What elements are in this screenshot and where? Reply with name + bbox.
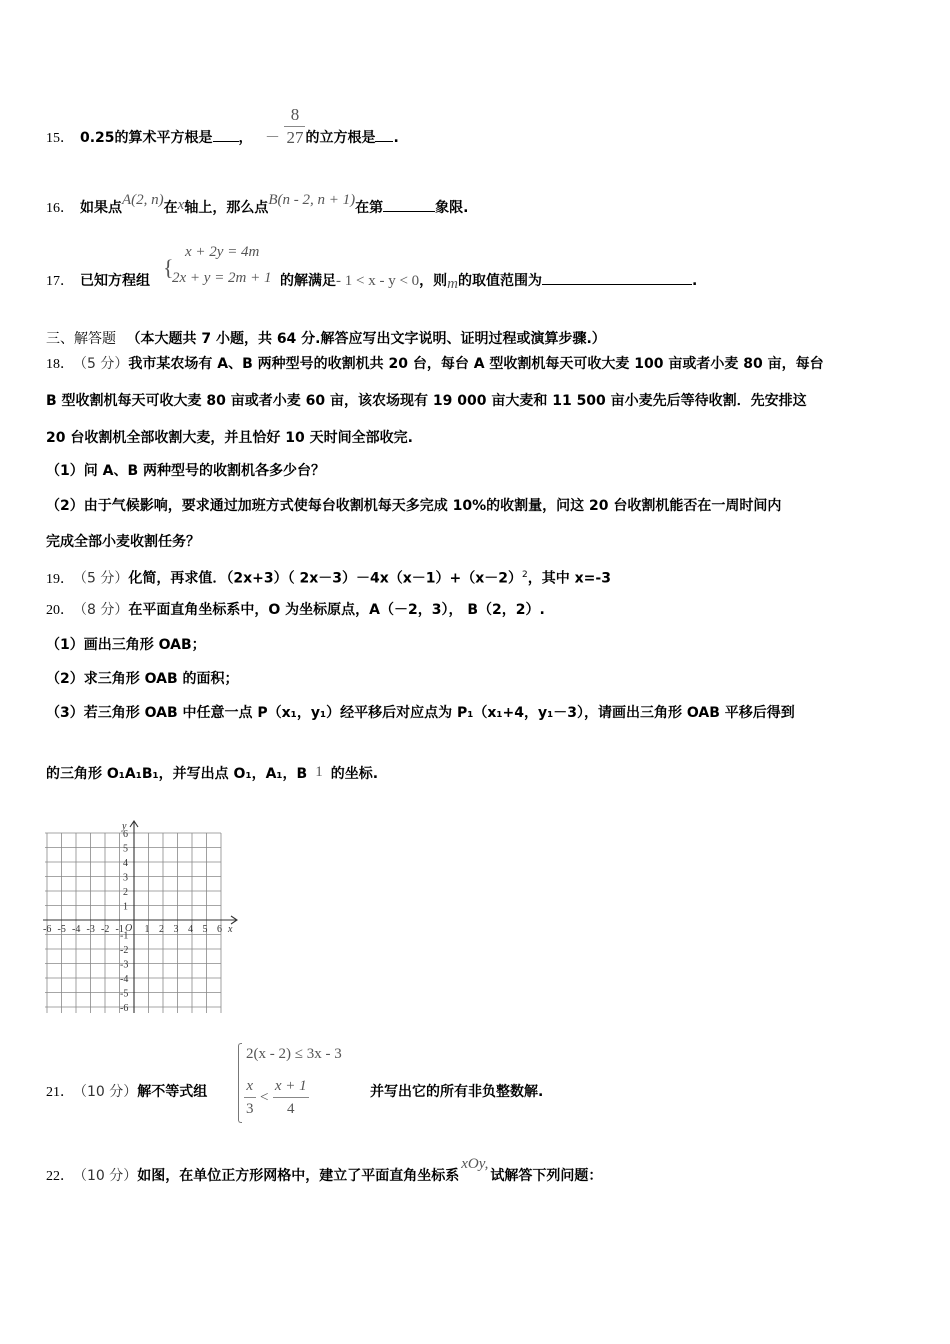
q17-equation-2: 2x + y = 2m + 1 bbox=[172, 270, 272, 286]
q17-text-1: 已知方程组 bbox=[80, 273, 150, 289]
question-17 bbox=[46, 270, 697, 292]
x-tick-label: -4 bbox=[72, 924, 81, 935]
q20-part-3-cont bbox=[46, 764, 378, 784]
q20-number: 20． bbox=[46, 603, 74, 618]
q21-less-than: < bbox=[259, 1089, 269, 1106]
y-tick-label: -5 bbox=[120, 988, 129, 1000]
q19-text-1: 化简，再求值．（2x+3）（ 2x－3）－4x（x－1）+（x－2） bbox=[128, 570, 523, 587]
x-tick-label: 6 bbox=[217, 924, 222, 935]
q20-part-3: （3）若三角形 OAB 中任意一点 P（x₁，y₁）经平移后对应点为 P₁（x₁+4，y₁－3），请画出三角形 OAB 平移后得到 bbox=[46, 705, 795, 721]
q21-frac-1-den: 3 bbox=[246, 1101, 254, 1117]
q21-inequality-2 bbox=[244, 1075, 309, 1120]
q16-x: x bbox=[177, 197, 185, 213]
y-tick-label: 2 bbox=[123, 887, 128, 898]
q22-score: （10 分） bbox=[80, 1168, 138, 1184]
x-tick-label: -2 bbox=[101, 924, 110, 935]
q21-inequality-1: 2(x - 2) ≤ 3x - 3 bbox=[246, 1046, 342, 1062]
q19-text-2: ，其中 x=-3 bbox=[527, 570, 611, 587]
q18-number: 18． bbox=[46, 357, 74, 372]
q15-period: . bbox=[393, 130, 399, 146]
q15-text-2: 的立方根是 bbox=[305, 130, 376, 146]
q17-text-2: 的解满足 bbox=[280, 273, 336, 289]
q20-sub-1: 1 bbox=[315, 764, 323, 780]
question-20 bbox=[46, 600, 545, 621]
x-tick-label: -6 bbox=[43, 924, 52, 935]
y-tick-label: -3 bbox=[120, 959, 129, 971]
q20-part-2: （2）求三角形 OAB 的面积； bbox=[46, 671, 239, 687]
y-tick-label: 6 bbox=[123, 829, 128, 840]
section-3-desc: （本大题共 7 小题，共 64 分.解答应写出文字说明、证明过程或演算步骤.） bbox=[126, 331, 606, 347]
q18-line-1: 我市某农场有 A、B 两种型号的收割机共 20 台，每台 A 型收割机每天可收大麦 100 亩或者小麦 80 亩，每台 bbox=[128, 356, 824, 372]
q22-xoy: xOy, bbox=[461, 1156, 489, 1172]
q17-m: m bbox=[447, 276, 459, 292]
q20-part-3-text: 的三角形 O₁A₁B₁，并写出点 O₁，A₁，B bbox=[46, 766, 308, 782]
x-tick-label: 4 bbox=[188, 924, 193, 935]
q21-score: （10 分） bbox=[80, 1084, 138, 1100]
q21-brace bbox=[238, 1043, 242, 1123]
question-22 bbox=[46, 1156, 603, 1187]
q15-comma: ， bbox=[238, 130, 253, 146]
y-tick-label: -2 bbox=[120, 945, 129, 956]
q20-score: （8 分） bbox=[80, 602, 129, 618]
q21-frac-1 bbox=[244, 1075, 256, 1120]
q21-frac-2-num: x + 1 bbox=[273, 1075, 309, 1098]
x-tick-label: 2 bbox=[159, 924, 164, 935]
q16-blank[interactable] bbox=[383, 197, 435, 212]
y-tick-label: -4 bbox=[120, 974, 129, 985]
q18-part-1: （1）问 A、B 两种型号的收割机各多少台？ bbox=[46, 463, 325, 479]
q15-frac-num: 8 bbox=[284, 104, 305, 127]
q16-text-1: 如果点 bbox=[80, 200, 122, 216]
q21-frac-1-num: x bbox=[244, 1075, 256, 1098]
q16-text-4: 在第 bbox=[355, 200, 384, 216]
q15-blank-1[interactable] bbox=[213, 127, 239, 142]
q19-score: （5 分） bbox=[80, 570, 129, 587]
q16-point-a: A(2, n) bbox=[122, 192, 164, 208]
x-axis-label: x bbox=[228, 924, 233, 935]
q21-text-1: 解不等式组 bbox=[137, 1084, 208, 1100]
q17-inequality: - 1 < x - y < 0 bbox=[336, 273, 420, 289]
q22-number: 22． bbox=[46, 1169, 74, 1184]
q18-line-2: B 型收割机每天可收大麦 80 亩或者小麦 60 亩，该农场现有 19 000 亩大麦和 11 500 亩小麦先后等待收割．先安排这 bbox=[46, 393, 807, 409]
x-tick-label: 1 bbox=[144, 924, 150, 935]
q21-number: 21． bbox=[46, 1085, 74, 1100]
q15-fraction bbox=[284, 104, 305, 149]
question-15 bbox=[46, 104, 399, 149]
section-3-header bbox=[46, 329, 606, 349]
q21-text-2: 并写出它的所有非负整数解. bbox=[370, 1084, 544, 1100]
q18-part-2-cont: 完成全部小麦收割任务？ bbox=[46, 534, 200, 550]
q15-neg: － bbox=[265, 130, 281, 146]
x-tick-label: -1 bbox=[115, 924, 124, 935]
q16-text-5: 象限. bbox=[435, 200, 469, 216]
q16-text-3: 轴上，那么点 bbox=[184, 200, 269, 216]
question-21 bbox=[46, 1082, 207, 1103]
q15-text: 的算术平方根是 bbox=[114, 130, 213, 146]
q17-brace: { bbox=[163, 255, 174, 280]
q20-text-1: 在平面直角坐标系中，O 为坐标原点，A（－2，3）， B（2，2）. bbox=[128, 602, 545, 618]
q15-number: 15． bbox=[46, 131, 74, 146]
q19-number: 19． bbox=[46, 571, 74, 587]
x-tick-label: 3 bbox=[173, 924, 179, 935]
q17-period: . bbox=[692, 273, 698, 289]
q22-text-2: 试解答下列问题： bbox=[490, 1168, 603, 1184]
y-tick-label: 5 bbox=[123, 843, 128, 855]
q17-blank[interactable] bbox=[542, 270, 692, 285]
q15-blank-2[interactable] bbox=[375, 127, 393, 142]
q20-part-3-end: 的坐标. bbox=[330, 766, 379, 782]
x-tick-label: -3 bbox=[86, 924, 95, 935]
section-3-title: 三、解答题 bbox=[46, 331, 116, 347]
q21-frac-2 bbox=[273, 1075, 309, 1120]
y-tick-label: 1 bbox=[123, 901, 128, 913]
q22-text-1: 如图，在单位正方形网格中，建立了平面直角坐标系 bbox=[137, 1168, 460, 1184]
q20-part-1: （1）画出三角形 OAB； bbox=[46, 637, 206, 653]
q18-line-3: 20 台收割机全部收割大麦，并且恰好 10 天时间全部收完. bbox=[46, 430, 413, 446]
origin-label: O bbox=[125, 923, 133, 934]
q17-equation-1: x + 2y = 4m bbox=[185, 244, 260, 260]
question-18 bbox=[46, 354, 824, 375]
q17-number: 17． bbox=[46, 274, 74, 289]
y-tick-label: -6 bbox=[120, 1003, 129, 1014]
q16-text-2: 在 bbox=[163, 200, 178, 216]
q19-superscript: 2 bbox=[522, 570, 528, 580]
q18-score: （5 分） bbox=[80, 356, 129, 372]
q15-value: 0.25 bbox=[80, 130, 115, 146]
coordinate-grid bbox=[44, 803, 239, 1015]
q18-part-2: （2）由于气候影响，要求通过加班方式使每台收割机每天多完成 10%的收割量，问这 20 台收割机能否在一周时间内 bbox=[46, 498, 782, 514]
q16-point-b: B(n - 2, n + 1) bbox=[268, 192, 356, 208]
x-tick-label: 5 bbox=[202, 924, 208, 935]
y-tick-label: 3 bbox=[123, 872, 128, 884]
q21-frac-2-den: 4 bbox=[287, 1101, 295, 1117]
q15-frac-den: 27 bbox=[286, 127, 304, 147]
q17-text-3: ，则 bbox=[419, 273, 448, 289]
q16-number: 16． bbox=[46, 201, 74, 216]
x-tick-label: -5 bbox=[57, 924, 66, 935]
question-16 bbox=[46, 192, 469, 219]
question-19 bbox=[46, 565, 611, 590]
q17-text-4: 的取值范围为 bbox=[458, 273, 543, 289]
y-tick-label: -1 bbox=[120, 930, 129, 942]
y-axis-label: y bbox=[122, 821, 127, 832]
y-tick-label: 4 bbox=[123, 858, 128, 869]
